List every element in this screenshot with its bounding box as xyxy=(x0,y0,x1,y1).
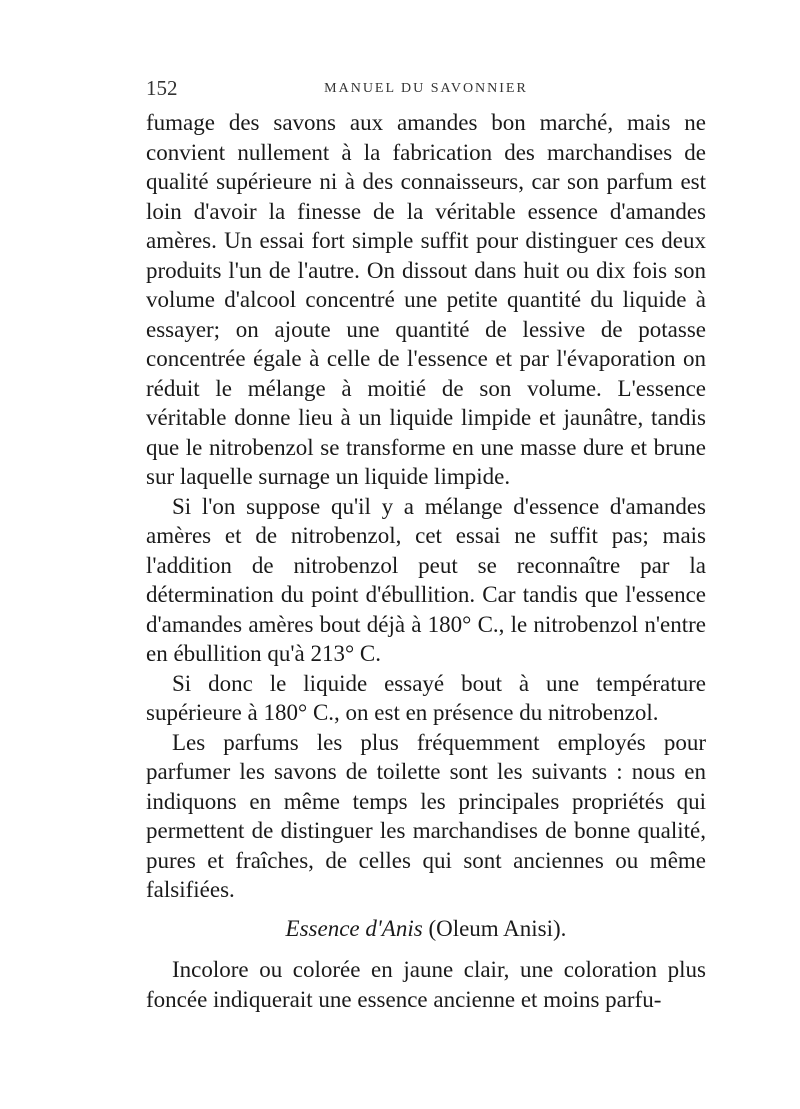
paragraph-boiling-point: Si donc le liquide essayé bout à une température supérieure à 180° C., on est en présence du nitrobenzol. xyxy=(146,670,706,725)
paragraph-anise-description: Incolore ou colorée en jaune clair, une coloration plus foncée indiquerait une essence ancienne et moins parfu- xyxy=(146,957,706,1012)
paragraph-nitrobenzol-mixture: Si l'on suppose qu'il y a mélange d'essence d'amandes amères et de nitrobenzol, cet essai ne suffit pas; mais l'addition de nitrobenzol peut se reconnaître par la détermination du point d'ébullition. Car tandis que l'essence d'amandes amères bout déjà à 180° C., le nitrobenzol n'entre en ébullition qu'à 213° C. xyxy=(146,493,706,666)
page-number: 152 xyxy=(146,76,178,100)
section-heading-italic: Essence d'Anis xyxy=(285,916,423,941)
running-header xyxy=(146,76,706,100)
paragraph-continuation: fumage des savons aux amandes bon marché, mais ne convient nullement à la fabrication des marchandises de qualité supérieure ni à des connaisseurs, car son parfum est loin d'avoir la finesse de la véritable essence d'amandes amères. Un essai fort simple suffit pour distinguer ces deux produits l'un de l'autre. On dissout dans huit ou dix fois son volume d'alcool concentré une petite quantité du liquide à essayer; on ajoute une quantité de lessive de potasse concentrée égale à celle de l'essence et par l'évaporation on réduit le mélange à moitié de son volume. L'essence véritable donne lieu à un liquide limpide et jaunâtre, tandis que le nitrobenzol se transforme en une masse dure et brune sur laquelle surnage un liquide limpide. xyxy=(146,110,706,489)
paragraph-common-perfumes: Les parfums les plus fréquemment employés pour parfumer les savons de toilette sont les suivants : nous en indiquons en même temps les principales propriétés qui permettent de distinguer les marchandises de bonne qualité, pures et fraîches, de celles qui sont anciennes ou même falsifiées. xyxy=(146,729,706,902)
body-text xyxy=(146,108,706,905)
section-heading-latin: (Oleum Anisi). xyxy=(428,916,567,941)
section-heading xyxy=(146,914,706,944)
running-title: MANUEL DU SAVONNIER xyxy=(324,81,528,96)
